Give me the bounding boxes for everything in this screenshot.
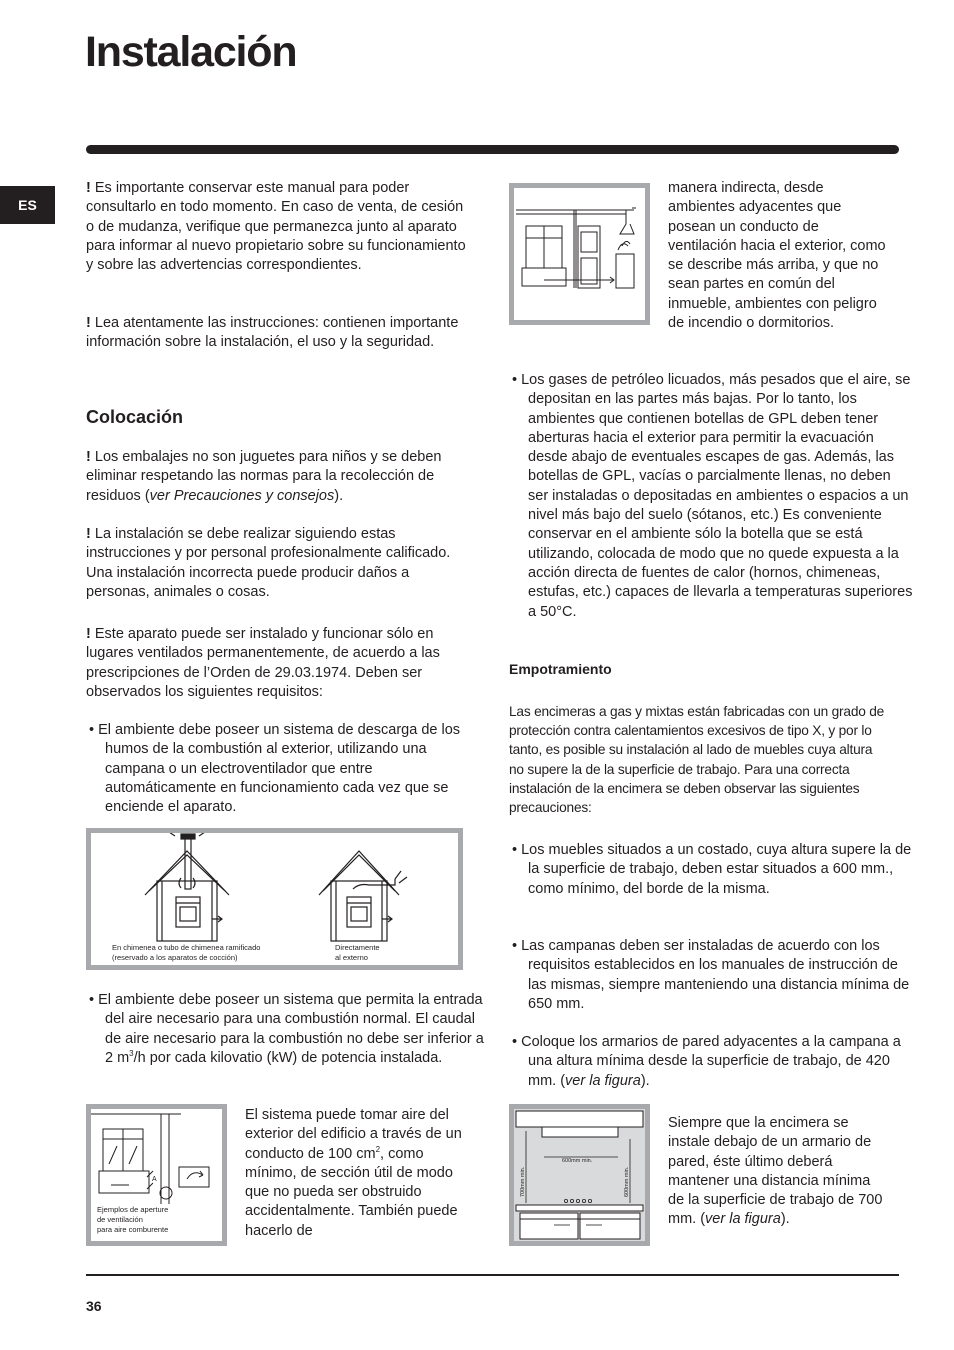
clearance-text-end: ). [780,1211,790,1228]
combustion-air-text: • El ambiente debe poseer un sistema que permita la entrada del aire necesario para una combustión normal. El caudal de aire necesario para la combustión no debe ser inferior a 2 m [89,992,484,1066]
warning-mark: ! [86,626,91,642]
built-in-paragraph: Las encimeras a gas y mixtas están fabricadas con un grado de protección contra calentamientos excesivos de tipo X, y por lo tanto, es posible su instalación al lado de muebles cuya altura no supere la de la superficie de trabajo. Para una correcta instalación de la encimera se deben observar las siguientes precauciones: [509,704,885,816]
warning-mark: ! [86,180,91,196]
section-heading-empotramiento: Empotramiento [509,661,612,677]
dimension-label-width: 600mm min. [562,1158,593,1164]
figure-caption-line-3: para aire comburente [97,1225,169,1234]
combustion-air-text-end: /h por cada kilovatio (kW) de potencia instalada. [133,1049,443,1066]
language-tab: ES [0,186,55,224]
bullet-smoke-discharge: • El ambiente debe poseer un sistema de descarga de los humos de la combustión al exterior, utilizando una campana o un electroventilador que entre automáticamente en funcionamiento cada vez que se enciende el aparato. [89,722,461,816]
page-number: 36 [86,1298,102,1314]
qualified-installer-text: La instalación se debe realizar siguiendo estas instrucciones y por personal profesionalmente calificado. Una instalación incorrecta puede producir daños a personas, animales o cosas. [86,526,451,600]
figure-caption-line-2: de ventilación [97,1215,143,1224]
packaging-text-end: ). [334,487,344,504]
smoke-exhaust-illustration [91,833,458,965]
indirect-ventilation-illustration [514,188,645,320]
wall-cabinets-text-end: ). [640,1072,650,1089]
warning-mark: ! [86,449,91,465]
figure-ventilation-openings [86,1104,227,1246]
figure-caption-direct-line-2: al externo [335,953,368,962]
indirect-ventilation-paragraph: manera indirecta, desde ambientes adyacentes que posean un conducto de ventilación hacia el exterior, como se describe más arriba, y que no sean partes en común del inmueble, ambientes con peligro de incendio o dormitorios. [668,180,886,332]
ventilation-openings-illustration [91,1109,222,1241]
bullet-wall-cabinets [509,1033,913,1091]
superscript: 3 [129,1049,134,1059]
qualified-installer-paragraph [86,525,466,602]
superscript: 2 [375,1144,381,1154]
packaging-paragraph [86,448,466,506]
wall-cabinets-text: • Coloque los armarios de pared adyacentes a la campana a una altura mínima desde la superficie de trabajo, de 420 mm. ( [512,1034,901,1089]
figure-caption-chimney-line-1: En chimenea o tubo de chimenea ramificado [112,943,261,952]
clearance-dimensions-illustration [514,1109,645,1241]
ventilation-text: Este aparato puede ser instalado y funcionar sólo en lugares ventilados permanentemente, de acuerdo a las prescripciones de l’Orden de 29.03.1974. Deben ser observados los siguientes requisitos: [86,626,440,700]
figure-reference: ver la figura [565,1072,641,1089]
bullet-side-furniture: • Los muebles situados a un costado, cuya altura supere la de la superficie de trabajo, deben estar situados a 600 mm., como mínimo, del borde de la misma. [512,842,912,897]
intro-paragraph-1 [86,179,466,275]
figure-caption-direct-line-1: Directamente [335,943,380,952]
packaging-text: Los embalajes no son juguetes para niños y se deben eliminar respetando las normas para la recolección de residuos ( [86,449,442,504]
air-intake-paragraph [245,1106,470,1241]
figure-caption-chimney-line-2: (reservado a los aparatos de cocción) [112,953,238,962]
intro-paragraph-2 [86,314,466,353]
page-title: Instalación [85,28,297,76]
warning-mark: ! [86,526,91,542]
intro-text-2: Lea atentamente las instrucciones: contienen importante información sobre la instalación, el uso y la seguridad. [86,315,459,351]
dimension-label-left-height: 700mm min. [520,1166,526,1197]
cross-reference: ver Precauciones y consejos [149,487,335,504]
section-heading-colocacion: Colocación [86,407,184,427]
clearance-text: Siempre que la encimera se instale debajo de un armario de pared, éste último deberá mantener una distancia mínima de la superficie de trabajo de 700 mm. ( [668,1115,883,1228]
bullet-lpg-bottles: • Los gases de petróleo licuados, más pesados que el aire, se depositan en las partes más bajas. Por lo tanto, los ambientes que contienen botellas de GPL deben tener aberturas hacia el exterior para permitir la evacuación desde abajo de eventuales escapes de gas. Además, las botellas de GPL, vacías o parcialmente llenas, no deben ser instaladas o depositadas en ambientes o espacios a un nivel más bajo del suelo (sótanos, etc.) Es conveniente conservar en el ambiente sólo la botella que se está utilizando, colocada de modo que no quede expuesta a la acción directa de fuentes de calor (hornos, chimeneas, estufas, etc.) capaces de llevarla a temperaturas superiores a 50°C. [512,372,913,620]
header-rule [86,145,899,154]
ventilation-paragraph [86,625,466,702]
figure-clearance-dimensions [509,1104,650,1246]
figure-indirect-ventilation [509,183,650,325]
wall-cabinet-clearance-paragraph [668,1114,890,1230]
figure-label-a: A [152,1176,157,1183]
intro-text-1: Es importante conservar este manual para poder consultarlo en todo momento. En caso de venta, de cesión o de mudanza, verifique que permanezca junto al aparato para informar al nuevo propietario sobre su funcionamiento y sobre las advertencias correspondientes. [86,180,466,274]
air-intake-text: El sistema puede tomar aire del exterior del edificio a través de un conducto de 100 cm [245,1107,462,1162]
bullet-combustion-air [86,991,485,1068]
air-intake-text-end: , como mínimo, de sección útil de modo que no pueda ser obstruido accidentalmente. También puede hacerlo de [245,1145,458,1239]
warning-mark: ! [86,315,91,331]
footer-rule [86,1274,899,1276]
figure-caption-line-1: Ejemplos de aperture [97,1205,169,1214]
figure-smoke-exhaust [86,828,463,970]
dimension-label-right-height: 600mm min. [624,1166,630,1197]
figure-reference: ver la figura [705,1211,781,1228]
bullet-hoods: • Las campanas deben ser instaladas de acuerdo con los requisitos establecidos en los manuales de instrucción de las mismas, siempre manteniendo una distancia mínima de 650 mm. [512,938,910,1012]
